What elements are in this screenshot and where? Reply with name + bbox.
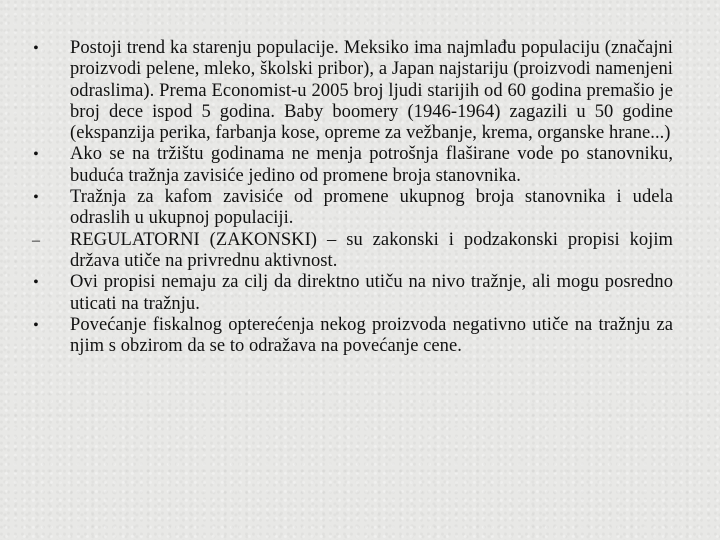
list-item-text: Ako se na tržištu godinama ne menja potrošnja flaširane vode po stanovniku, buduća tražnja zavisiće jedino od promene broja stanovnika. xyxy=(70,144,673,186)
list-item xyxy=(26,187,673,230)
list-item-text: REGULATORNI (ZAKONSKI) – su zakonski i podzakonski propisi kojim država utiče na privrednu aktivnost. xyxy=(70,229,673,271)
list-item xyxy=(26,272,673,315)
list-item xyxy=(26,38,673,144)
list-item-text: Ovi propisi nemaju za cilj da direktno utiču na nivo tražnje, ali mogu posredno uticati na tražnju. xyxy=(70,272,673,314)
bullet-list xyxy=(26,38,673,357)
bullet-icon: • xyxy=(33,316,39,334)
bullet-icon: • xyxy=(33,189,39,207)
list-item xyxy=(26,315,673,358)
bullet-icon: • xyxy=(33,274,39,292)
list-item-text: Povećanje fiskalnog opterećenja nekog proizvoda negativno utiče na tražnju za njim s obzirom da se to odražava na povećanje cene. xyxy=(70,314,673,357)
list-item-text: Tražnja za kafom zavisiće od promene ukupnog broja stanovnika i udela odraslih u ukupnoj populaciji. xyxy=(70,187,673,229)
bullet-icon: • xyxy=(33,40,39,57)
list-item-text: Postoji trend ka starenju populacije. Meksiko ima najmlađu populaciju (značajni proizvodi pelene, mleko, školski pribor), a Japan najstariju (proizvodi namenjeni odraslima). Prema Economist-u 2005 broj ljudi starijih od 60 godina premašio je broj dece ispod 5 godina. Baby boomery (1946-1964) zagazili u 50 godine (ekspanzija perika, farbanja kose, opreme za vežbanje, krema, organske hrane...) xyxy=(70,38,673,144)
bullet-icon: • xyxy=(33,146,39,164)
list-item xyxy=(26,144,673,187)
dash-icon: – xyxy=(31,231,41,249)
list-item xyxy=(26,230,673,273)
